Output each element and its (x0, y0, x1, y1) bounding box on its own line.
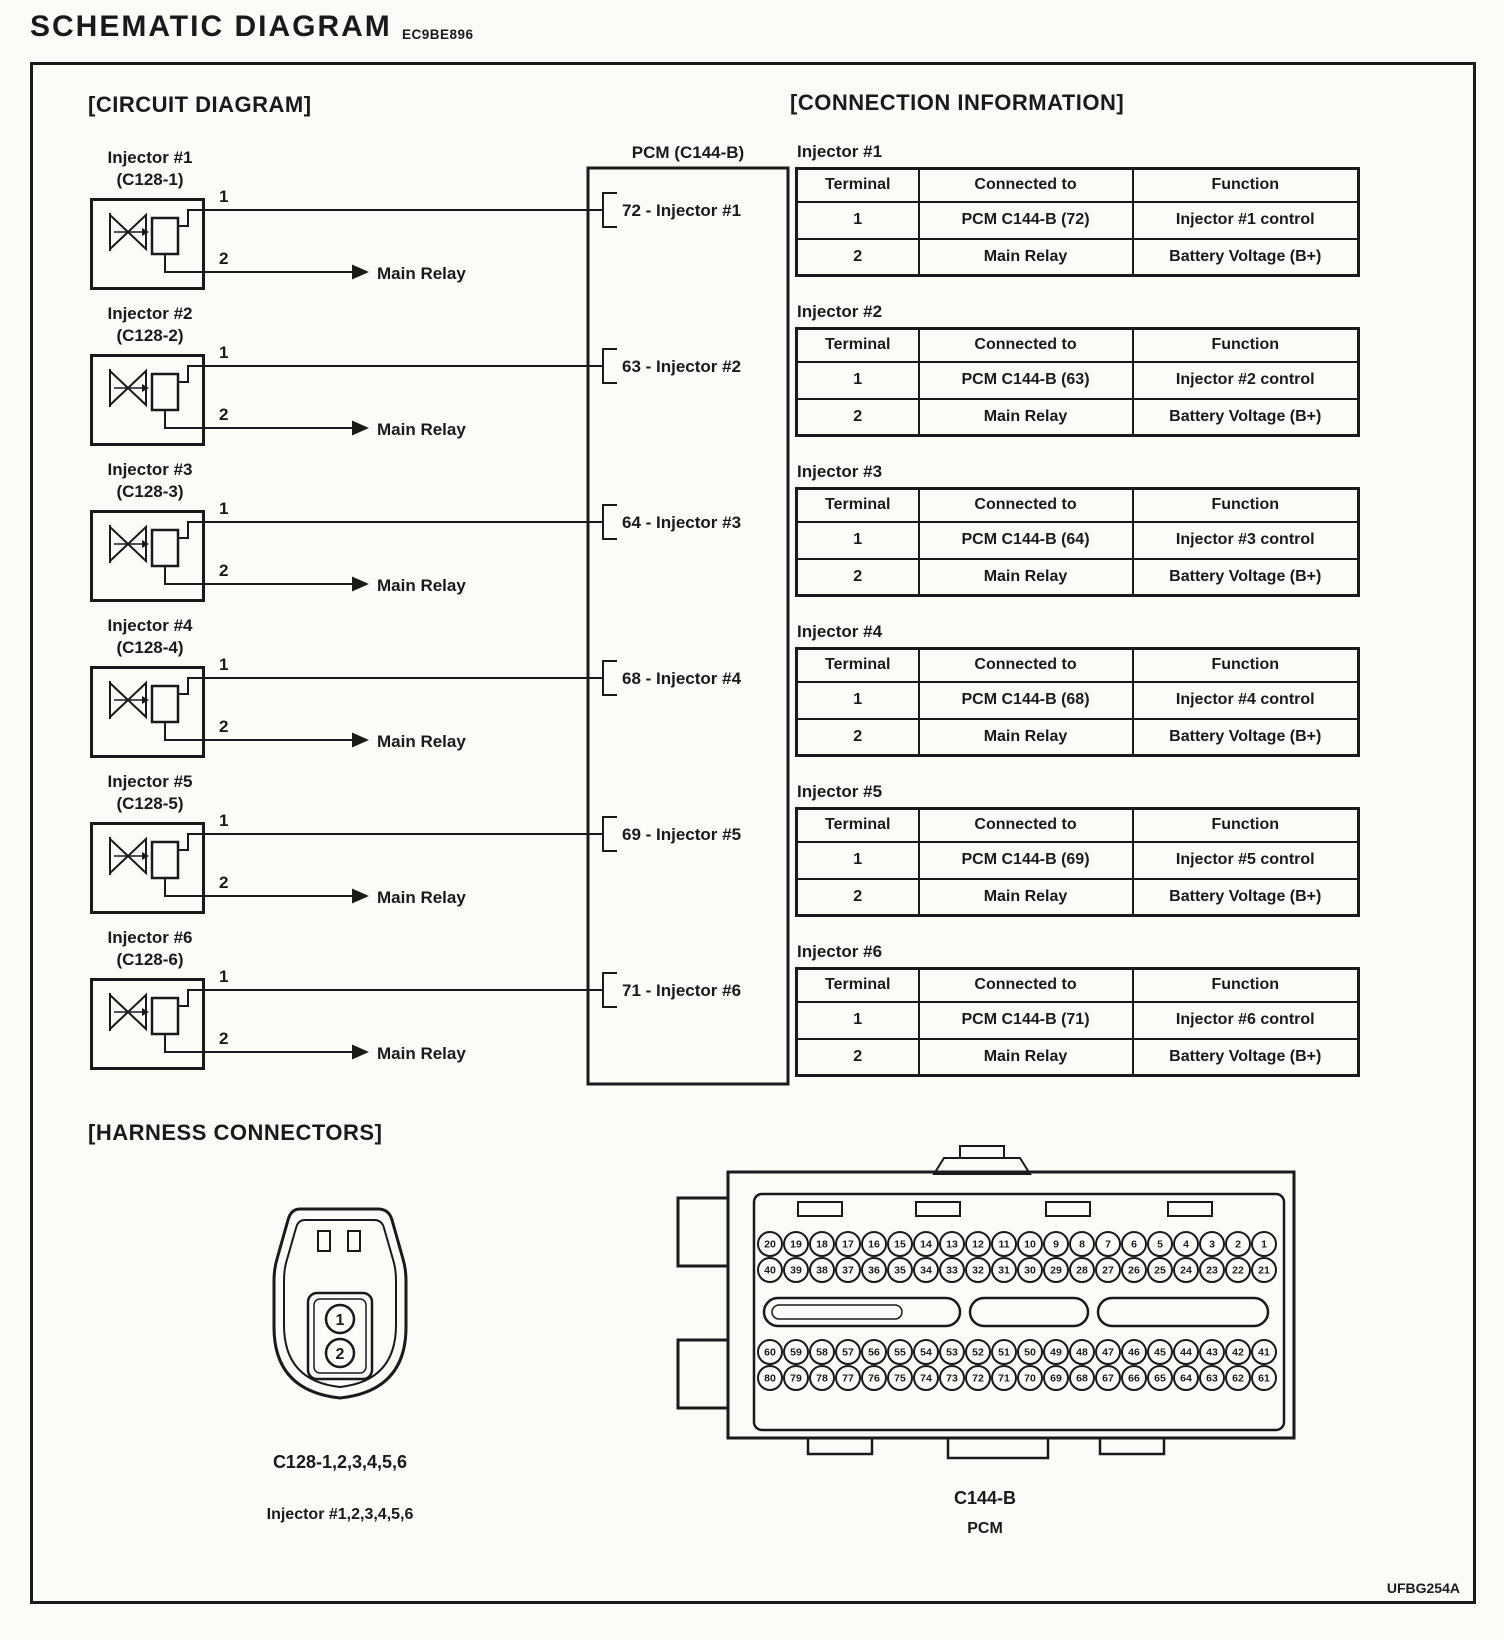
connection-table (795, 167, 1360, 277)
pin-number: 43 (1206, 1346, 1218, 1359)
table-cell: 2 (797, 1039, 919, 1076)
pin2-label: 2 (219, 405, 229, 424)
table-cell: PCM C144-B (64) (919, 522, 1133, 559)
table-cell: Main Relay (919, 559, 1133, 596)
connection-table-title: Injector #5 (797, 782, 883, 801)
injector-name: Injector #5 (107, 772, 193, 791)
small-connector-label: C128-1,2,3,4,5,6 (272, 1452, 408, 1472)
pcm-pin-label: 68 - Injector #4 (622, 669, 742, 688)
pin2-label: 2 (219, 873, 229, 892)
table-header-cell: Terminal (797, 649, 919, 682)
table-header-row (797, 169, 1359, 202)
pin-number: 33 (946, 1264, 958, 1277)
pin-number: 3 (1209, 1238, 1215, 1251)
injector-groups (92, 148, 742, 1069)
pin-number: 15 (894, 1238, 906, 1251)
pin-number: 69 (1050, 1372, 1062, 1385)
pin-number: 28 (1076, 1264, 1088, 1277)
connection-info-block (795, 142, 1380, 302)
pin-number: 52 (972, 1346, 984, 1359)
connection-table (795, 967, 1360, 1077)
injector-connector-code: (C128-2) (116, 326, 184, 345)
pin-number: 79 (790, 1372, 802, 1385)
pin-number: 65 (1154, 1372, 1166, 1385)
table-cell: 1 (797, 682, 919, 719)
injector-connector-drawing (248, 1195, 433, 1410)
pin-number: 77 (842, 1372, 854, 1385)
table-cell: Main Relay (919, 239, 1133, 276)
pin-number: 37 (842, 1264, 854, 1277)
injector-name: Injector #3 (107, 460, 193, 479)
pin-number: 80 (764, 1372, 776, 1385)
pin-number: 44 (1180, 1346, 1192, 1359)
connection-info-block (795, 782, 1380, 942)
table-cell: Main Relay (919, 399, 1133, 436)
keying-slot (916, 1202, 960, 1216)
table-header-cell: Connected to (919, 169, 1133, 202)
pin-number: 41 (1258, 1346, 1270, 1359)
pin-number: 48 (1076, 1346, 1088, 1359)
pin-number: 4 (1183, 1238, 1189, 1251)
connection-table-title: Injector #4 (797, 622, 883, 641)
pin-number: 68 (1076, 1372, 1088, 1385)
injector-circuit-group (92, 304, 742, 445)
pin-number: 12 (972, 1238, 984, 1251)
pin-number: 20 (764, 1238, 776, 1251)
keying-slot (798, 1202, 842, 1216)
pin-number: 31 (998, 1264, 1010, 1277)
pin-number: 47 (1102, 1346, 1114, 1359)
table-header-cell: Function (1133, 169, 1359, 202)
table-cell: 1 (797, 202, 919, 239)
connection-table-title: Injector #2 (797, 302, 883, 321)
injector-connector-code: (C128-6) (116, 950, 184, 969)
small-connector-sublabel: Injector #1,2,3,4,5,6 (266, 1506, 414, 1523)
table-row (797, 522, 1359, 559)
pin-number: 11 (998, 1238, 1010, 1251)
pcm-connector-label: C144-B (953, 1488, 1017, 1508)
connection-table-title: Injector #3 (797, 462, 883, 481)
top-tab-cap (960, 1146, 1004, 1158)
arrowhead-icon (352, 421, 369, 436)
table-cell: Injector #6 control (1133, 1002, 1359, 1039)
connection-info-section (795, 142, 1380, 1102)
table-cell: Battery Voltage (B+) (1133, 559, 1359, 596)
table-header-row (797, 649, 1359, 682)
pin-number: 62 (1232, 1372, 1244, 1385)
main-relay-label: Main Relay (377, 420, 466, 439)
pin-number: 50 (1024, 1346, 1036, 1359)
table-cell: 2 (797, 719, 919, 756)
pin-number: 45 (1154, 1346, 1166, 1359)
pin-number: 54 (920, 1346, 932, 1359)
arrowhead-icon (352, 265, 369, 280)
connection-info-block (795, 622, 1380, 782)
pin-number: 10 (1024, 1238, 1036, 1251)
alignment-slot (1098, 1298, 1268, 1326)
pin-number: 23 (1206, 1264, 1218, 1277)
keying-slot (1046, 1202, 1090, 1216)
main-relay-label: Main Relay (377, 732, 466, 751)
connection-table (795, 487, 1360, 597)
injector-connector-code: (C128-5) (116, 794, 184, 813)
injector-circuit-group (92, 928, 742, 1069)
pin1-label: 1 (219, 967, 229, 986)
table-cell: 2 (797, 559, 919, 596)
pin-number: 32 (972, 1264, 984, 1277)
connection-table-title: Injector #1 (797, 142, 883, 161)
main-relay-label: Main Relay (377, 264, 466, 283)
connection-table-title: Injector #6 (797, 942, 883, 961)
pcm-pin-bracket (603, 817, 617, 851)
pcm-pin-bracket (603, 505, 617, 539)
injector-symbol (92, 668, 204, 757)
pcm-pin-label: 69 - Injector #5 (622, 825, 742, 844)
pin-number: 61 (1258, 1372, 1270, 1385)
pin-number: 26 (1128, 1264, 1140, 1277)
pin-number: 40 (764, 1264, 776, 1277)
table-header-cell: Function (1133, 809, 1359, 842)
pin-number: 21 (1258, 1264, 1270, 1277)
pin-number: 30 (1024, 1264, 1036, 1277)
table-header-cell: Terminal (797, 809, 919, 842)
arrowhead-icon (352, 889, 369, 904)
pin-number: 76 (868, 1372, 880, 1385)
pin-number: 64 (1180, 1372, 1192, 1385)
doc-code: EC9BE896 (402, 27, 474, 42)
injector-name: Injector #1 (107, 148, 193, 167)
table-cell: Injector #5 control (1133, 842, 1359, 879)
pin1-label: 1 (219, 811, 229, 830)
pcm-label: PCM (C144-B) (631, 143, 745, 162)
table-row (797, 719, 1359, 756)
pin-number: 1 (1261, 1238, 1267, 1251)
connection-info-block (795, 302, 1380, 462)
connection-info-block (795, 942, 1380, 1102)
pcm-pin-bracket (603, 193, 617, 227)
pin-slot (348, 1231, 360, 1251)
table-cell: Injector #1 control (1133, 202, 1359, 239)
pcm-pin-label: 72 - Injector #1 (622, 201, 742, 220)
pin-number: 7 (1105, 1238, 1111, 1251)
pin-number: 34 (920, 1264, 932, 1277)
table-header-cell: Terminal (797, 489, 919, 522)
pin-number: 63 (1206, 1372, 1218, 1385)
table-header-cell: Function (1133, 489, 1359, 522)
table-header-cell: Connected to (919, 329, 1133, 362)
pin-number: 53 (946, 1346, 958, 1359)
pin-number: 67 (1102, 1372, 1114, 1385)
table-cell: Battery Voltage (B+) (1133, 879, 1359, 916)
pin-number: 35 (894, 1264, 906, 1277)
pin-number: 46 (1128, 1346, 1140, 1359)
circuit-diagram (0, 0, 810, 1110)
table-cell: PCM C144-B (68) (919, 682, 1133, 719)
pin-number: 13 (946, 1238, 958, 1251)
table-row (797, 399, 1359, 436)
pin-number: 19 (790, 1238, 802, 1251)
pin-number: 56 (868, 1346, 880, 1359)
pin2-label: 2 (219, 1029, 229, 1048)
injector-symbol (92, 512, 204, 601)
injector-name: Injector #2 (107, 304, 193, 323)
table-row (797, 202, 1359, 239)
injector-circuit-group (92, 460, 742, 601)
pin2-label: 2 (219, 561, 229, 580)
pin-number: 55 (894, 1346, 906, 1359)
pin-slot (318, 1231, 330, 1251)
injector-symbol (92, 824, 204, 913)
table-row (797, 362, 1359, 399)
pin-number: 51 (998, 1346, 1010, 1359)
harness-heading: [HARNESS CONNECTORS] (88, 1120, 383, 1145)
footer-code: UFBG254A (1386, 1580, 1460, 1596)
circuit-heading: [CIRCUIT DIAGRAM] (88, 92, 312, 117)
table-header-cell: Connected to (919, 649, 1133, 682)
pin-number: 57 (842, 1346, 854, 1359)
pin-number: 59 (790, 1346, 802, 1359)
pin-number: 5 (1157, 1238, 1163, 1251)
table-row (797, 842, 1359, 879)
pin-number: 2 (1235, 1238, 1241, 1251)
table-cell: PCM C144-B (71) (919, 1002, 1133, 1039)
connection-info-block (795, 462, 1380, 622)
table-header-cell: Function (1133, 649, 1359, 682)
pin-number: 70 (1024, 1372, 1036, 1385)
pin-number: 14 (920, 1238, 932, 1251)
alignment-slot-inner (772, 1305, 902, 1319)
arrowhead-icon (352, 1045, 369, 1060)
alignment-slot (970, 1298, 1088, 1326)
pin-number: 29 (1050, 1264, 1062, 1277)
table-cell: Injector #3 control (1133, 522, 1359, 559)
mounting-foot (948, 1438, 1048, 1458)
pin-number: 38 (816, 1264, 828, 1277)
table-row (797, 682, 1359, 719)
connector-cavity (754, 1194, 1284, 1430)
table-cell: Injector #4 control (1133, 682, 1359, 719)
injector-symbol (92, 356, 204, 445)
injector-name: Injector #6 (107, 928, 193, 947)
table-header-row (797, 969, 1359, 1002)
pcm-pin-label: 71 - Injector #6 (622, 981, 742, 1000)
main-relay-label: Main Relay (377, 888, 466, 907)
table-cell: Main Relay (919, 879, 1133, 916)
injector-name: Injector #4 (107, 616, 193, 635)
table-cell: PCM C144-B (72) (919, 202, 1133, 239)
main-relay-label: Main Relay (377, 1044, 466, 1063)
injector-symbol (92, 200, 204, 289)
keying-slot (1168, 1202, 1212, 1216)
table-cell: 2 (797, 239, 919, 276)
mounting-foot (808, 1438, 872, 1454)
connection-table (795, 807, 1360, 917)
table-cell: Battery Voltage (B+) (1133, 399, 1359, 436)
table-row (797, 239, 1359, 276)
connection-info-heading: [CONNECTION INFORMATION] (790, 90, 1125, 115)
connector-pin-2-number: 2 (335, 1346, 345, 1363)
pin-number: 49 (1050, 1346, 1062, 1359)
pin-number: 18 (816, 1238, 828, 1251)
pin-number: 71 (998, 1372, 1010, 1385)
table-cell: Main Relay (919, 719, 1133, 756)
pcm-connector-drawing (648, 1140, 1313, 1475)
pin-number: 27 (1102, 1264, 1114, 1277)
pin-number: 39 (790, 1264, 802, 1277)
pcm-pin-bracket (603, 349, 617, 383)
pin-number: 22 (1232, 1264, 1244, 1277)
table-cell: 1 (797, 522, 919, 559)
pcm-pin-label: 63 - Injector #2 (622, 357, 742, 376)
pin-number: 78 (816, 1372, 828, 1385)
table-header-cell: Function (1133, 329, 1359, 362)
table-row (797, 1039, 1359, 1076)
table-header-cell: Connected to (919, 969, 1133, 1002)
page-title: SCHEMATIC DIAGRAM (30, 10, 392, 43)
connection-table (795, 327, 1360, 437)
table-cell: PCM C144-B (69) (919, 842, 1133, 879)
pin-number: 58 (816, 1346, 828, 1359)
pin2-label: 2 (219, 717, 229, 736)
pin1-label: 1 (219, 499, 229, 518)
pin-number: 66 (1128, 1372, 1140, 1385)
main-relay-label: Main Relay (377, 576, 466, 595)
injector-circuit-group (92, 772, 742, 913)
pin-number: 60 (764, 1346, 776, 1359)
pin2-label: 2 (219, 249, 229, 268)
table-cell: Battery Voltage (B+) (1133, 239, 1359, 276)
pin-number: 24 (1180, 1264, 1192, 1277)
table-header-cell: Terminal (797, 969, 919, 1002)
pin-number: 75 (894, 1372, 906, 1385)
table-header-cell: Connected to (919, 489, 1133, 522)
table-cell: Main Relay (919, 1039, 1133, 1076)
table-header-row (797, 329, 1359, 362)
table-header-cell: Terminal (797, 169, 919, 202)
table-header-cell: Terminal (797, 329, 919, 362)
pin-number: 17 (842, 1238, 854, 1251)
table-cell: Battery Voltage (B+) (1133, 719, 1359, 756)
connection-table (795, 647, 1360, 757)
pin-number: 73 (946, 1372, 958, 1385)
pin-rows (758, 1232, 1276, 1390)
table-cell: 2 (797, 879, 919, 916)
table-row (797, 559, 1359, 596)
pin-number: 25 (1154, 1264, 1166, 1277)
table-cell: Battery Voltage (B+) (1133, 1039, 1359, 1076)
table-row (797, 879, 1359, 916)
arrowhead-icon (352, 733, 369, 748)
mounting-ear (678, 1340, 728, 1408)
pin-number: 42 (1232, 1346, 1244, 1359)
mounting-foot (1100, 1438, 1164, 1454)
pin1-label: 1 (219, 655, 229, 674)
pcm-box (588, 168, 788, 1084)
pin1-label: 1 (219, 343, 229, 362)
table-cell: 2 (797, 399, 919, 436)
injector-circuit-group (92, 616, 742, 757)
connector-pin-1-number: 1 (335, 1312, 345, 1329)
injector-symbol (92, 980, 204, 1069)
pin-number: 8 (1079, 1238, 1085, 1251)
pcm-connector-sublabel: PCM (967, 1520, 1003, 1537)
injector-connector-code: (C128-1) (116, 170, 184, 189)
pin-number: 16 (868, 1238, 880, 1251)
pin-number: 36 (868, 1264, 880, 1277)
pin-number: 72 (972, 1372, 984, 1385)
mounting-ear (678, 1198, 728, 1266)
table-header-cell: Connected to (919, 809, 1133, 842)
table-cell: 1 (797, 1002, 919, 1039)
pin-number: 9 (1053, 1238, 1059, 1251)
table-row (797, 1002, 1359, 1039)
pcm-pin-bracket (603, 973, 617, 1007)
arrowhead-icon (352, 577, 369, 592)
table-cell: Injector #2 control (1133, 362, 1359, 399)
injector-connector-code: (C128-3) (116, 482, 184, 501)
pin-number: 74 (920, 1372, 932, 1385)
pin-number: 6 (1131, 1238, 1137, 1251)
table-header-row (797, 809, 1359, 842)
table-cell: 1 (797, 842, 919, 879)
injector-connector-code: (C128-4) (116, 638, 184, 657)
pcm-pin-bracket (603, 661, 617, 695)
alignment-slot (764, 1298, 960, 1326)
table-cell: PCM C144-B (63) (919, 362, 1133, 399)
table-header-row (797, 489, 1359, 522)
pin1-label: 1 (219, 187, 229, 206)
table-cell: 1 (797, 362, 919, 399)
table-header-cell: Function (1133, 969, 1359, 1002)
pcm-pin-label: 64 - Injector #3 (622, 513, 742, 532)
